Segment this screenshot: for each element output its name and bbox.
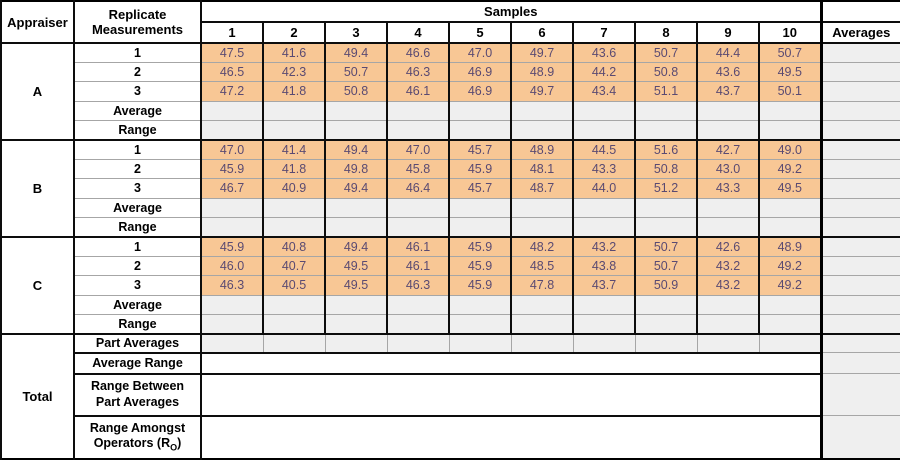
measurement-cell[interactable]: 47.8 — [511, 276, 573, 295]
measurement-cell[interactable]: 45.8 — [387, 159, 449, 178]
average-result-cell[interactable] — [759, 295, 821, 314]
measurement-cell[interactable]: 49.5 — [325, 256, 387, 275]
measurement-cell[interactable]: 45.9 — [449, 237, 511, 256]
measurement-cell[interactable]: 47.2 — [201, 82, 263, 101]
measurement-cell[interactable]: 48.5 — [511, 256, 573, 275]
totals-averages-cell[interactable] — [821, 334, 900, 353]
measurement-row — [1, 159, 900, 178]
average-result-cell[interactable] — [697, 198, 759, 217]
part-average-cell[interactable] — [387, 334, 449, 353]
measurement-cell[interactable]: 45.9 — [201, 237, 263, 256]
range-result-cell[interactable] — [325, 218, 387, 237]
measurement-cell[interactable]: 40.5 — [263, 276, 325, 295]
appraiser-averages-cell[interactable] — [821, 237, 900, 256]
measurement-row — [1, 237, 900, 256]
average-result-cell[interactable] — [263, 101, 325, 120]
part-average-cell[interactable] — [511, 334, 573, 353]
appraiser-name: B — [1, 140, 74, 237]
range-result-cell[interactable] — [511, 218, 573, 237]
average-result-cell[interactable] — [573, 101, 635, 120]
average-range-row — [1, 353, 900, 374]
appraiser-averages-cell[interactable] — [821, 121, 900, 140]
measurement-cell[interactable]: 51.2 — [635, 179, 697, 198]
measurement-cell[interactable]: 49.8 — [325, 159, 387, 178]
sample-number-header-1: 1 — [201, 22, 263, 43]
appraiser-averages-cell[interactable] — [821, 101, 900, 120]
part-average-cell[interactable] — [697, 334, 759, 353]
sample-number-header-9: 9 — [697, 22, 759, 43]
measurement-cell[interactable]: 43.2 — [697, 256, 759, 275]
measurement-cell[interactable]: 49.0 — [759, 140, 821, 159]
average-result-cell[interactable] — [635, 101, 697, 120]
range-row — [1, 314, 900, 333]
appraiser-averages-cell[interactable] — [821, 314, 900, 333]
part-average-cell[interactable] — [635, 334, 697, 353]
measurement-cell[interactable]: 45.9 — [449, 159, 511, 178]
measurement-row — [1, 179, 900, 198]
measurement-cell[interactable]: 43.3 — [573, 159, 635, 178]
total-name: Total — [1, 334, 74, 459]
part-average-cell[interactable] — [759, 334, 821, 353]
measurement-cell[interactable]: 49.2 — [759, 256, 821, 275]
part-average-cell[interactable] — [449, 334, 511, 353]
replicate-row-label: 3 — [74, 276, 201, 295]
replicate-header-line1: Replicate — [108, 7, 167, 22]
measurement-cell[interactable]: 45.7 — [449, 140, 511, 159]
averages-column-header: Averages — [821, 22, 900, 43]
totals-averages-cell[interactable] — [821, 416, 900, 459]
measurement-cell[interactable]: 49.7 — [511, 43, 573, 62]
measurement-cell[interactable]: 49.5 — [759, 62, 821, 81]
range-result-cell[interactable] — [387, 314, 449, 333]
appraiser-averages-cell[interactable] — [821, 218, 900, 237]
range-amongst-sub: O — [170, 442, 178, 453]
range-result-cell[interactable] — [449, 218, 511, 237]
range-between-label — [74, 374, 201, 416]
range-result-cell[interactable] — [635, 314, 697, 333]
appraiser-name: A — [1, 43, 74, 140]
average-range-label: Average Range — [74, 353, 201, 374]
range-between-cell[interactable] — [201, 374, 821, 416]
range-result-cell[interactable] — [449, 121, 511, 140]
average-result-cell[interactable] — [325, 198, 387, 217]
measurement-cell[interactable]: 46.1 — [387, 82, 449, 101]
replicate-column-header — [74, 1, 201, 43]
average-result-cell[interactable] — [263, 198, 325, 217]
measurement-cell[interactable]: 48.1 — [511, 159, 573, 178]
average-result-cell[interactable] — [201, 198, 263, 217]
sample-number-header-2: 2 — [263, 22, 325, 43]
average-result-cell[interactable] — [697, 295, 759, 314]
measurement-cell[interactable]: 41.8 — [263, 159, 325, 178]
corner-cell — [821, 1, 900, 22]
replicate-header-line2: Measurements — [91, 22, 184, 37]
measurement-cell[interactable]: 48.9 — [511, 62, 573, 81]
average-result-cell[interactable] — [387, 101, 449, 120]
replicate-row-label: 1 — [74, 237, 201, 256]
average-result-cell[interactable] — [201, 101, 263, 120]
measurement-cell[interactable]: 48.2 — [511, 237, 573, 256]
range-result-cell[interactable] — [387, 218, 449, 237]
replicate-row-label: Range — [74, 314, 201, 333]
range-result-cell[interactable] — [635, 218, 697, 237]
range-result-cell[interactable] — [387, 121, 449, 140]
sample-number-header-5: 5 — [449, 22, 511, 43]
measurement-cell[interactable]: 46.3 — [387, 62, 449, 81]
sample-number-header-8: 8 — [635, 22, 697, 43]
measurement-cell[interactable]: 50.7 — [759, 43, 821, 62]
average-result-cell[interactable] — [697, 101, 759, 120]
measurement-cell[interactable]: 46.9 — [449, 82, 511, 101]
measurement-cell[interactable]: 49.4 — [325, 140, 387, 159]
measurement-row — [1, 62, 900, 81]
average-result-cell[interactable] — [759, 101, 821, 120]
range-amongst-pre: Operators (R — [93, 436, 171, 451]
appraiser-name: C — [1, 237, 74, 334]
average-result-cell[interactable] — [573, 295, 635, 314]
range-result-cell[interactable] — [263, 121, 325, 140]
measurement-cell[interactable]: 49.4 — [325, 43, 387, 62]
measurement-cell[interactable]: 49.2 — [759, 276, 821, 295]
measurement-cell[interactable]: 49.4 — [325, 179, 387, 198]
measurement-cell[interactable]: 43.7 — [573, 276, 635, 295]
measurement-cell[interactable]: 40.9 — [263, 179, 325, 198]
range-between-row — [1, 374, 900, 416]
measurement-cell[interactable]: 40.7 — [263, 256, 325, 275]
measurement-cell[interactable]: 43.2 — [573, 237, 635, 256]
appraiser-averages-cell[interactable] — [821, 295, 900, 314]
average-range-cell[interactable] — [201, 353, 821, 374]
part-average-cell[interactable] — [325, 334, 387, 353]
replicate-row-label: Range — [74, 121, 201, 140]
appraiser-averages-cell[interactable] — [821, 82, 900, 101]
range-result-cell[interactable] — [573, 314, 635, 333]
range-result-cell[interactable] — [263, 314, 325, 333]
range-row — [1, 218, 900, 237]
measurement-cell[interactable]: 48.9 — [759, 237, 821, 256]
measurement-cell[interactable]: 50.8 — [635, 159, 697, 178]
measurement-cell[interactable]: 43.8 — [573, 256, 635, 275]
measurement-cell[interactable]: 44.4 — [697, 43, 759, 62]
average-result-cell[interactable] — [325, 295, 387, 314]
range-amongst-cell[interactable] — [201, 416, 821, 459]
average-row — [1, 295, 900, 314]
average-result-cell[interactable] — [759, 198, 821, 217]
sample-number-header-6: 6 — [511, 22, 573, 43]
replicate-row-label: 2 — [74, 62, 201, 81]
average-row — [1, 198, 900, 217]
sample-number-header-10: 10 — [759, 22, 821, 43]
measurement-cell[interactable]: 41.6 — [263, 43, 325, 62]
measurement-cell[interactable]: 41.4 — [263, 140, 325, 159]
replicate-row-label: 3 — [74, 82, 201, 101]
measurement-cell[interactable]: 44.0 — [573, 179, 635, 198]
appraiser-averages-cell[interactable] — [821, 62, 900, 81]
measurement-row — [1, 276, 900, 295]
average-result-cell[interactable] — [325, 101, 387, 120]
appraiser-averages-cell[interactable] — [821, 159, 900, 178]
measurement-cell[interactable]: 46.1 — [387, 256, 449, 275]
average-result-cell[interactable] — [201, 295, 263, 314]
average-result-cell[interactable] — [511, 101, 573, 120]
measurement-row — [1, 82, 900, 101]
range-amongst-row — [1, 416, 900, 459]
measurement-cell[interactable]: 42.7 — [697, 140, 759, 159]
totals-averages-cell[interactable] — [821, 353, 900, 374]
measurement-cell[interactable]: 45.7 — [449, 179, 511, 198]
replicate-row-label: 2 — [74, 256, 201, 275]
measurement-cell[interactable]: 51.6 — [635, 140, 697, 159]
measurement-cell[interactable]: 48.7 — [511, 179, 573, 198]
measurement-cell[interactable]: 50.8 — [635, 62, 697, 81]
measurement-cell[interactable]: 49.7 — [511, 82, 573, 101]
range-result-cell[interactable] — [697, 121, 759, 140]
measurement-cell[interactable]: 44.5 — [573, 140, 635, 159]
range-result-cell[interactable] — [511, 314, 573, 333]
range-amongst-line1: Range Amongst — [89, 420, 186, 435]
range-result-cell[interactable] — [573, 218, 635, 237]
part-averages-row — [1, 334, 900, 353]
measurement-cell[interactable]: 48.9 — [511, 140, 573, 159]
part-average-cell[interactable] — [263, 334, 325, 353]
average-result-cell[interactable] — [263, 295, 325, 314]
appraiser-averages-cell[interactable] — [821, 198, 900, 217]
average-result-cell[interactable] — [635, 295, 697, 314]
range-result-cell[interactable] — [759, 218, 821, 237]
measurement-cell[interactable]: 45.9 — [201, 159, 263, 178]
measurement-cell[interactable]: 50.8 — [325, 82, 387, 101]
measurement-cell[interactable]: 46.3 — [387, 276, 449, 295]
range-row — [1, 121, 900, 140]
range-result-cell[interactable] — [697, 218, 759, 237]
range-between-line2: Part Averages — [95, 394, 180, 409]
measurement-cell[interactable]: 46.4 — [387, 179, 449, 198]
range-between-line1: Range Between — [90, 379, 185, 394]
range-result-cell[interactable] — [201, 218, 263, 237]
average-result-cell[interactable] — [449, 295, 511, 314]
measurement-cell[interactable]: 47.0 — [387, 140, 449, 159]
measurement-cell[interactable]: 49.2 — [759, 159, 821, 178]
measurement-cell[interactable]: 43.3 — [697, 179, 759, 198]
measurement-cell[interactable]: 45.9 — [449, 276, 511, 295]
measurement-cell[interactable]: 43.2 — [697, 276, 759, 295]
average-result-cell[interactable] — [387, 295, 449, 314]
replicate-row-label: Average — [74, 101, 201, 120]
measurement-row — [1, 256, 900, 275]
range-result-cell[interactable] — [449, 314, 511, 333]
range-result-cell[interactable] — [511, 121, 573, 140]
measurement-cell[interactable]: 49.4 — [325, 237, 387, 256]
measurement-cell[interactable]: 43.6 — [697, 62, 759, 81]
measurement-cell[interactable]: 47.0 — [201, 140, 263, 159]
measurement-cell[interactable]: 43.0 — [697, 159, 759, 178]
appraiser-column-header: Appraiser — [1, 1, 74, 43]
measurement-cell[interactable]: 50.1 — [759, 82, 821, 101]
measurement-cell[interactable]: 50.7 — [325, 62, 387, 81]
measurement-cell[interactable]: 49.5 — [759, 179, 821, 198]
measurement-cell[interactable]: 43.6 — [573, 43, 635, 62]
range-amongst-post: ) — [177, 436, 182, 451]
measurement-cell[interactable]: 45.9 — [449, 256, 511, 275]
measurement-row — [1, 140, 900, 159]
range-result-cell[interactable] — [325, 121, 387, 140]
measurement-cell[interactable]: 44.2 — [573, 62, 635, 81]
part-averages-label: Part Averages — [74, 334, 201, 353]
measurement-cell[interactable]: 46.9 — [449, 62, 511, 81]
measurement-cell[interactable]: 50.7 — [635, 43, 697, 62]
range-result-cell[interactable] — [759, 314, 821, 333]
range-result-cell[interactable] — [201, 121, 263, 140]
measurement-cell[interactable]: 43.7 — [697, 82, 759, 101]
measurement-cell[interactable]: 46.7 — [201, 179, 263, 198]
part-average-cell[interactable] — [201, 334, 263, 353]
measurement-cell[interactable]: 46.5 — [201, 62, 263, 81]
replicate-row-label: 1 — [74, 140, 201, 159]
measurement-cell[interactable]: 43.4 — [573, 82, 635, 101]
samples-group-header: Samples — [201, 1, 821, 22]
appraiser-averages-cell[interactable] — [821, 276, 900, 295]
average-result-cell[interactable] — [449, 198, 511, 217]
average-result-cell[interactable] — [511, 198, 573, 217]
range-amongst-line2 — [75, 436, 200, 454]
sample-number-header-7: 7 — [573, 22, 635, 43]
replicate-row-label: 2 — [74, 159, 201, 178]
measurement-cell[interactable]: 50.7 — [635, 237, 697, 256]
samples-header-row — [1, 1, 900, 22]
measurement-cell[interactable]: 46.6 — [387, 43, 449, 62]
measurement-cell[interactable]: 49.5 — [325, 276, 387, 295]
measurement-cell[interactable]: 46.1 — [387, 237, 449, 256]
range-result-cell[interactable] — [263, 218, 325, 237]
sample-number-header-3: 3 — [325, 22, 387, 43]
measurement-cell[interactable]: 47.0 — [449, 43, 511, 62]
replicate-row-label: 3 — [74, 179, 201, 198]
range-result-cell[interactable] — [759, 121, 821, 140]
range-result-cell[interactable] — [697, 314, 759, 333]
measurement-cell[interactable]: 42.3 — [263, 62, 325, 81]
range-result-cell[interactable] — [325, 314, 387, 333]
measurement-cell[interactable]: 50.7 — [635, 256, 697, 275]
appraiser-averages-cell[interactable] — [821, 256, 900, 275]
average-result-cell[interactable] — [573, 198, 635, 217]
range-amongst-label — [74, 416, 201, 459]
measurement-cell[interactable]: 41.8 — [263, 82, 325, 101]
measurement-cell[interactable]: 47.5 — [201, 43, 263, 62]
replicate-row-label: Average — [74, 198, 201, 217]
totals-averages-cell[interactable] — [821, 374, 900, 416]
range-result-cell[interactable] — [573, 121, 635, 140]
average-row — [1, 101, 900, 120]
average-result-cell[interactable] — [387, 198, 449, 217]
sample-number-header-4: 4 — [387, 22, 449, 43]
average-result-cell[interactable] — [449, 101, 511, 120]
measurement-cell[interactable]: 40.8 — [263, 237, 325, 256]
appraiser-averages-cell[interactable] — [821, 179, 900, 198]
range-result-cell[interactable] — [201, 314, 263, 333]
measurement-cell[interactable]: 46.3 — [201, 276, 263, 295]
appraiser-averages-cell[interactable] — [821, 140, 900, 159]
measurement-cell[interactable]: 42.6 — [697, 237, 759, 256]
replicate-row-label: 1 — [74, 43, 201, 62]
measurement-cell[interactable]: 46.0 — [201, 256, 263, 275]
measurement-cell[interactable]: 50.9 — [635, 276, 697, 295]
appraiser-averages-cell[interactable] — [821, 43, 900, 62]
measurement-row — [1, 43, 900, 62]
average-result-cell[interactable] — [635, 198, 697, 217]
average-result-cell[interactable] — [511, 295, 573, 314]
measurement-cell[interactable]: 51.1 — [635, 82, 697, 101]
replicate-row-label: Range — [74, 218, 201, 237]
range-result-cell[interactable] — [635, 121, 697, 140]
part-average-cell[interactable] — [573, 334, 635, 353]
replicate-row-label: Average — [74, 295, 201, 314]
